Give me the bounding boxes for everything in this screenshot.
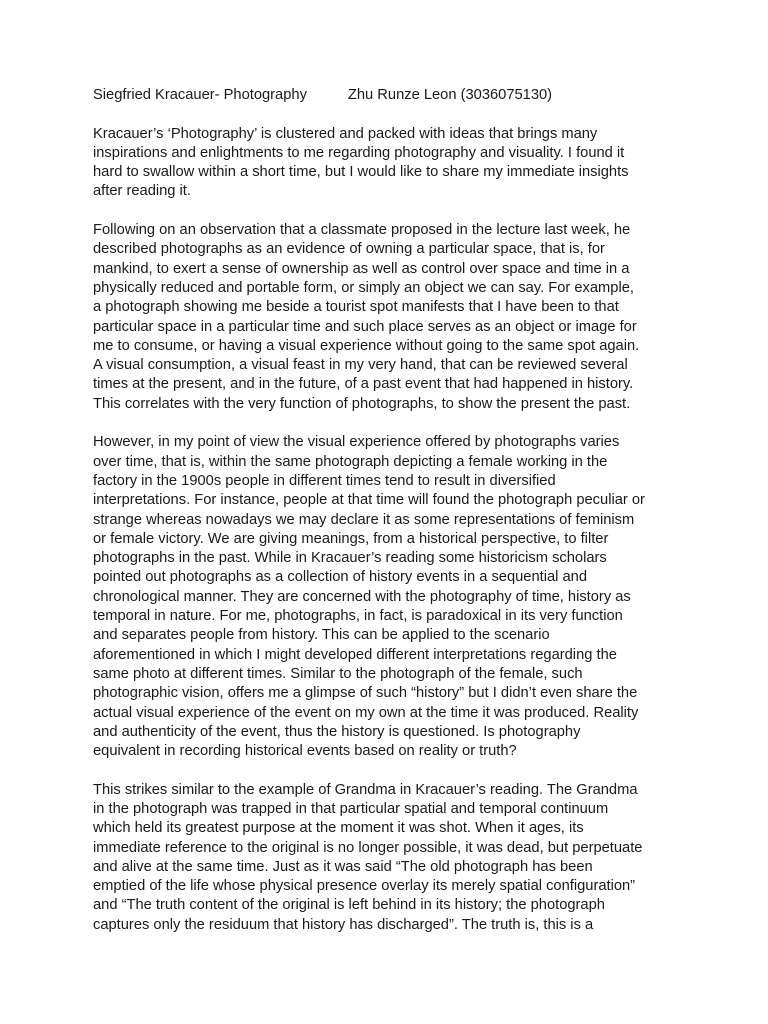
text-line: photographic vision, offers me a glimpse of such “history” but I didn’t even share the <box>93 685 638 702</box>
text-line: inspirations and enlightments to me regarding photography and visuality. I found it <box>93 144 625 161</box>
paragraph <box>93 781 693 935</box>
text-line: Following on an observation that a classmate proposed in the lecture last week, he <box>93 222 631 239</box>
text-line: A visual consumption, a visual feast in my very hand, that can be reviewed several <box>93 357 628 374</box>
paragraph <box>93 433 693 761</box>
text-line: particular space in a particular time and such place serves as an object or image for <box>93 318 637 335</box>
text-line: photographs in the past. While in Kracauer’s reading some historicism scholars <box>93 550 607 567</box>
document-title: Siegfried Kracauer- Photography <box>93 87 307 103</box>
text-line: This strikes similar to the example of Grandma in Kracauer’s reading. The Grandma <box>93 781 638 798</box>
text-line: aforementioned in which I might developed different interpretations regarding the <box>93 646 617 663</box>
text-line: chronological manner. They are concerned with the photography of time, history as <box>93 588 631 605</box>
text-line: physically reduced and portable form, or simply an object we can say. For example, <box>93 279 634 296</box>
text-line: same photo at different times. Similar to the photograph of the female, such <box>93 665 583 682</box>
text-line: factory in the 1900s people in different times tend to result in diversified <box>93 472 556 489</box>
text-line: over time, that is, within the same photograph depicting a female working in the <box>93 453 608 470</box>
text-line: However, in my point of view the visual experience offered by photographs varies <box>93 434 620 451</box>
text-line: or female victory. We are giving meanings, from a historical perspective, to filter <box>93 530 609 547</box>
text-line: described photographs as an evidence of owning a particular space, that is, for <box>93 241 605 258</box>
text-line: equivalent in recording historical events based on reality or truth? <box>93 743 517 760</box>
text-line: after reading it. <box>93 183 191 200</box>
text-line: times at the present, and in the future, of a past event that had happened in history. <box>93 376 634 393</box>
text-line: immediate reference to the original is no longer possible, it was dead, but perpetuate <box>93 839 643 856</box>
text-line: interpretations. For instance, people at that time will found the photograph peculiar or <box>93 492 645 509</box>
text-line: and separates people from history. This can be applied to the scenario <box>93 627 550 644</box>
text-line: pointed out photographs as a collection of history events in a sequential and <box>93 569 587 586</box>
text-line: and “The truth content of the original is left behind in its history; the photograph <box>93 897 605 914</box>
text-line: mankind, to exert a sense of ownership as well as control over space and time in a <box>93 260 630 277</box>
document-page <box>93 86 693 954</box>
text-line: in the photograph was trapped in that particular spatial and temporal continuum <box>93 800 609 817</box>
text-line: This correlates with the very function of photographs, to show the present the past. <box>93 395 631 412</box>
author-line: Zhu Runze Leon (3036075130) <box>347 87 553 103</box>
text-line: me to consume, or having a visual experience without going to the same spot again. <box>93 337 640 354</box>
text-line: and authenticity of the event, thus the history is questioned. Is photography <box>93 723 581 740</box>
text-line: which held its greatest purpose at the moment it was shot. When it ages, its <box>93 820 584 837</box>
document-body <box>93 125 693 935</box>
paragraph <box>93 221 693 414</box>
text-line: and alive at the same time. Just as it was said “The old photograph has been <box>93 858 593 875</box>
text-line: hard to swallow within a short time, but I would like to share my immediate insights <box>93 164 629 181</box>
paragraph <box>93 125 693 202</box>
text-line: actual visual experience of the event on my own at the time it was produced. Reality <box>93 704 639 721</box>
text-line: temporal in nature. For me, photographs, in fact, is paradoxical in its very function <box>93 608 623 625</box>
text-line: strange whereas nowadays we may declare it as some representations of feminism <box>93 511 635 528</box>
text-line: a photograph showing me beside a tourist spot manifests that I have been to that <box>93 299 619 316</box>
text-line: captures only the residuum that history has discharged”. The truth is, this is a <box>93 916 594 933</box>
text-line: Kracauer’s ‘Photography’ is clustered and packed with ideas that brings many <box>93 125 598 142</box>
text-line: emptied of the life whose physical presence overlay its merely spatial configuration” <box>93 878 636 895</box>
document-header <box>93 86 693 105</box>
